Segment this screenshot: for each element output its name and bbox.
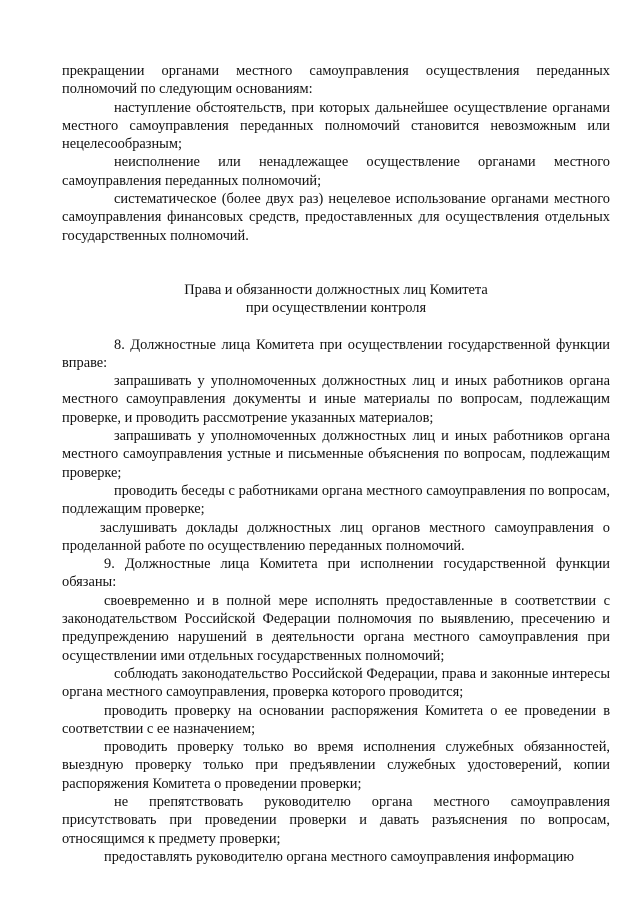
paragraph: запрашивать у уполномоченных должностных лиц и иных работников органа местного самоуправления документы и иные материалы по вопросам, подлежащим проверке, и проводить рассмотрение указанных материалов;: [62, 373, 610, 426]
paragraph: 8. Должностные лица Комитета при осуществлении государственной функции вправе:: [62, 336, 610, 371]
paragraph: предоставлять руководителю органа местного самоуправления информацию: [104, 848, 574, 865]
paragraph: проводить проверку только во время исполнения служебных обязанностей, выездную проверку только при предъявлении служебных удостоверений, копии распоряжения Комитета о проведении проверки;: [62, 739, 610, 792]
paragraph: проводить проверку на основании распоряжения Комитета о ее проведении в соответствии с ее назначением;: [62, 702, 610, 737]
paragraph: систематическое (более двух раз) нецелевое использование органами местного самоуправления финансовых средств, предоставленных для осуществления отдельных государственных полномочий.: [62, 191, 610, 244]
paragraph: запрашивать у уполномоченных должностных лиц и иных работников органа местного самоуправления устные и письменные объяснения по вопросам, подлежащим проверке;: [62, 428, 610, 481]
section-title-line-2: при осуществлении контроля: [245, 300, 427, 317]
paragraph: заслушивать доклады должностных лиц органов местного самоуправления о проделанной работе по осуществлению переданных полномочий.: [62, 519, 610, 554]
document-page: [62, 62, 610, 866]
intro-section: [62, 62, 610, 245]
section-title-line-1: Права и обязанности должностных лиц Комитета: [184, 281, 488, 298]
paragraph: своевременно и в полной мере исполнять предоставленные в соответствии с законодательством Российской Федерации полномочия по выявлению, пресечению и предупреждению нарушений в деятельности органа местного самоуправления при осуществлении ими отдельных государственных полномочий;: [62, 592, 610, 664]
body-section: [62, 336, 610, 867]
paragraph: наступление обстоятельств, при которых дальнейшее осуществление органами местного самоуправления переданных полномочий становится невозможным или нецелесообразным;: [62, 99, 610, 153]
paragraph: проводить беседы с работниками органа местного самоуправления по вопросам, подлежащим проверке;: [62, 482, 610, 518]
section-gap: [62, 245, 610, 281]
paragraph: неисполнение или ненадлежащее осуществление органами местного самоуправления переданных полномочий;: [62, 154, 610, 189]
paragraph: не препятствовать руководителю органа местного самоуправления присутствовать при проведении проверки и давать разъяснения по вопросам, относящимся к предмету проверки;: [62, 793, 610, 847]
paragraph: соблюдать законодательство Российской Федерации, права и законные интересы органа местного самоуправления, проверка которого проводится;: [62, 665, 610, 701]
paragraph: 9. Должностные лица Комитета при исполнении государственной функции обязаны:: [62, 556, 610, 591]
paragraph: прекращении органами местного самоуправления осуществления переданных полномочий по следующим основаниям:: [62, 63, 610, 98]
title-gap: [62, 318, 610, 336]
